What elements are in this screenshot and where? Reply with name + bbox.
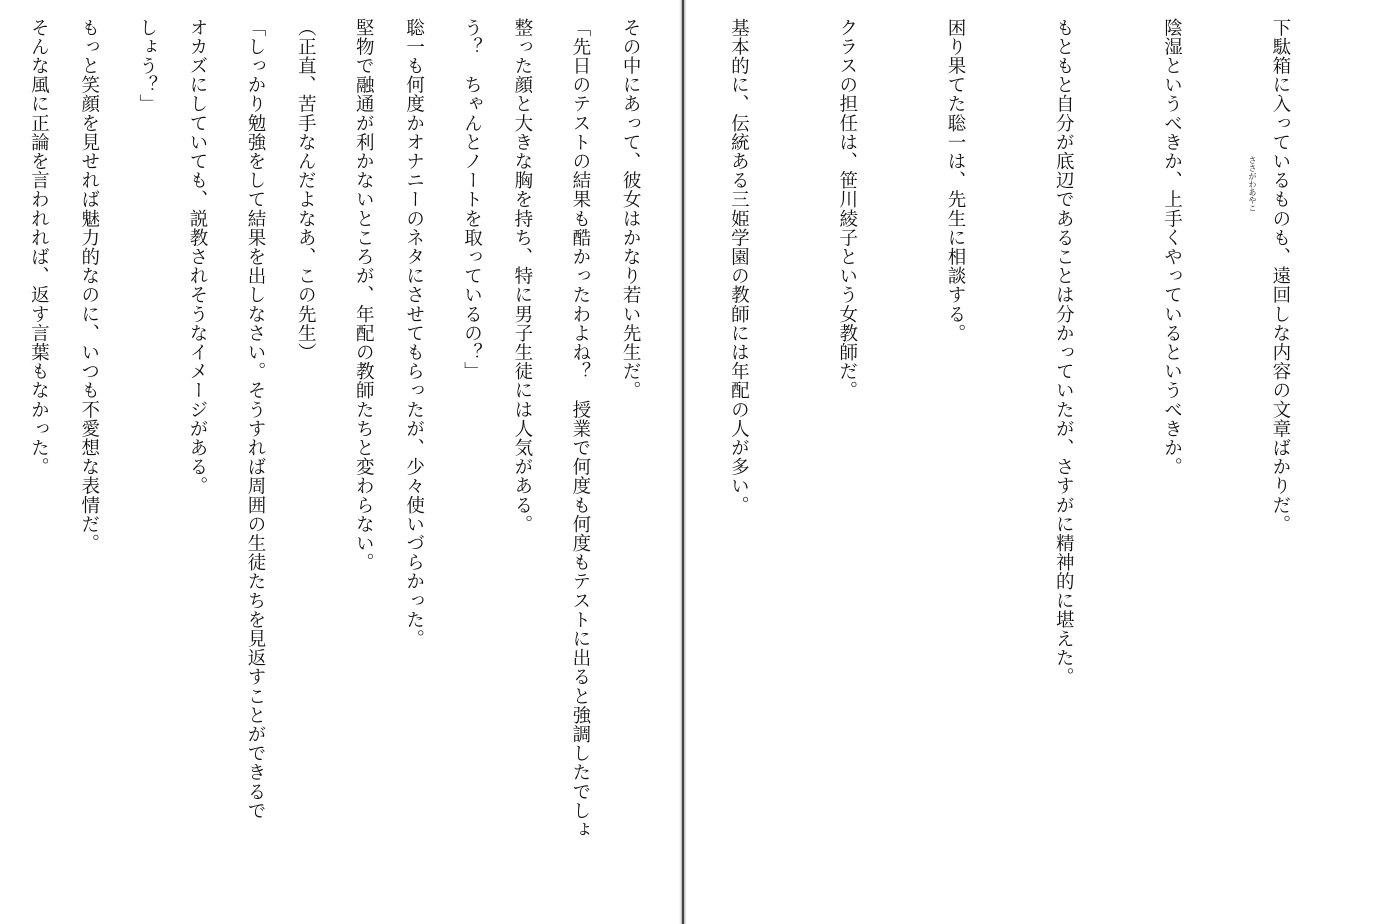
left-line-6: そんな風に正論を言われれば、返す言葉もなかった。 (28, 18, 50, 477)
right-line-9: 聡一も何度かオナニーのネタにさせてもらったが、少々使いづらかった。 (403, 18, 425, 649)
right-line-11: オカズにしていても、説教されそうなイメージがある。 (187, 18, 208, 496)
left-line-4: 「しっかり勉強をして結果を出しなさい。そうすれば周囲の生徒たちを見返すことができるで (244, 18, 266, 821)
left-line-1: 「先日のテストの結果も酷かったわよね？ 授業で何度も何度もテストに出ると強調したでしょ (569, 18, 591, 840)
right-line-3: もともと自分が底辺であることは分かっていたが、さすがに精神的に堪えた。 (1053, 18, 1075, 687)
right-line-12: もっと笑顔を見せれば魅力的なのに、いつも不愛想な表情だ。 (78, 18, 100, 553)
left-line-3: 堅物で融通が利かないところが、年配の教師たちと変わらない。 (353, 18, 375, 572)
right-page-text (0, 18, 1370, 918)
ruby-annotation: ささがわあやこ (1248, 156, 1257, 212)
right-line-8: 整った顔と大きな胸を持ち、特に男子生徒には人気がある。 (511, 18, 533, 534)
right-line-1: 下駄箱に入っているものも、遠回しな内容の文章ばかりだ。 (1269, 18, 1291, 534)
right-line-6: 基本的に、伝統ある三姫学園の教師には年配の人が多い。 (728, 18, 750, 515)
right-line-10: （正直、苦手なんだよなあ、この先生） (295, 18, 317, 362)
right-line-4: 困り果てた聡一は、先生に相談する。 (944, 18, 966, 343)
right-line-5: クラスの担任は、笹川綾子という女教師だ。 (836, 18, 858, 400)
right-line-7: その中にあって、彼女はかなり若い先生だ。 (620, 18, 642, 400)
left-line-2: う？ ちゃんとノートを取っているの？」 (461, 18, 483, 381)
right-line-2: 陰湿というべきか、上手くやっているというべきか。 (1161, 18, 1183, 477)
left-line-5: しょう？」 (136, 18, 158, 114)
